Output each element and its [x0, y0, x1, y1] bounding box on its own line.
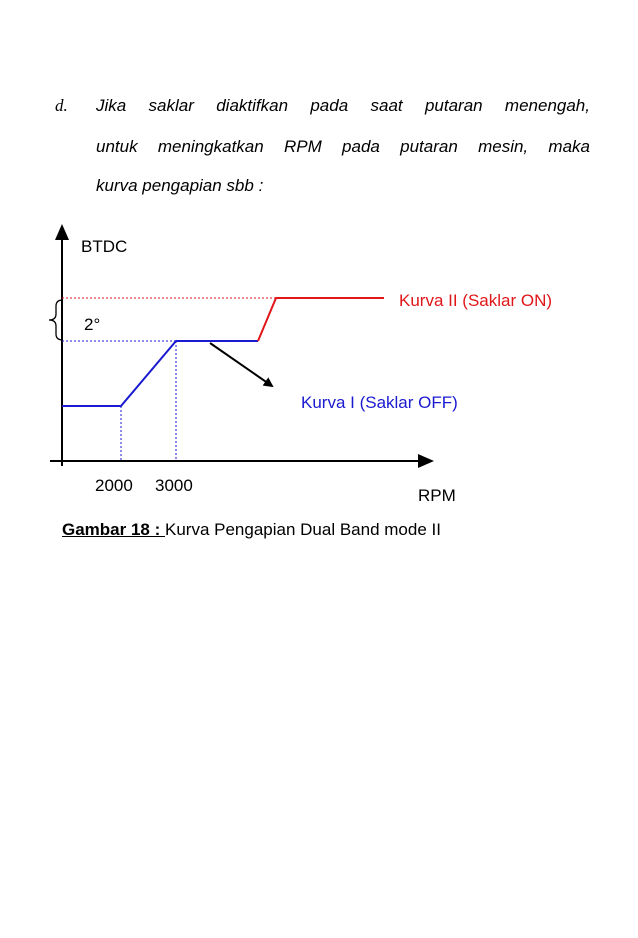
caption-label: Gambar 18 : [62, 520, 165, 539]
list-marker: d. [55, 96, 68, 115]
y-axis-arrowhead [55, 224, 69, 240]
curve-2-label: Kurva II (Saklar ON) [399, 291, 553, 310]
paragraph-line-1: Jika saklar diaktifkan pada saat putaran menengah, [96, 96, 590, 115]
tick-label-2000: 2000 [95, 476, 133, 495]
x-axis-label: RPM [418, 486, 456, 505]
paragraph-line-2: untuk meningkatkan RPM pada putaran mesin, maka [96, 137, 590, 156]
curve-1-label: Kurva I (Saklar OFF) [301, 393, 458, 412]
x-axis-arrowhead [418, 454, 434, 468]
paragraph-line-3: kurva pengapian sbb : [96, 176, 264, 195]
curve-2-line [258, 298, 384, 341]
curve-1-line [62, 341, 258, 406]
y-axis-label: BTDC [81, 237, 128, 256]
tick-label-3000: 3000 [155, 476, 193, 495]
offset-label: 2° [84, 315, 101, 334]
caption-text: Kurva Pengapian Dual Band mode II [165, 520, 441, 539]
figure-caption [62, 520, 441, 540]
curve-1-pointer-arrow [210, 343, 272, 386]
offset-brace [49, 300, 63, 340]
